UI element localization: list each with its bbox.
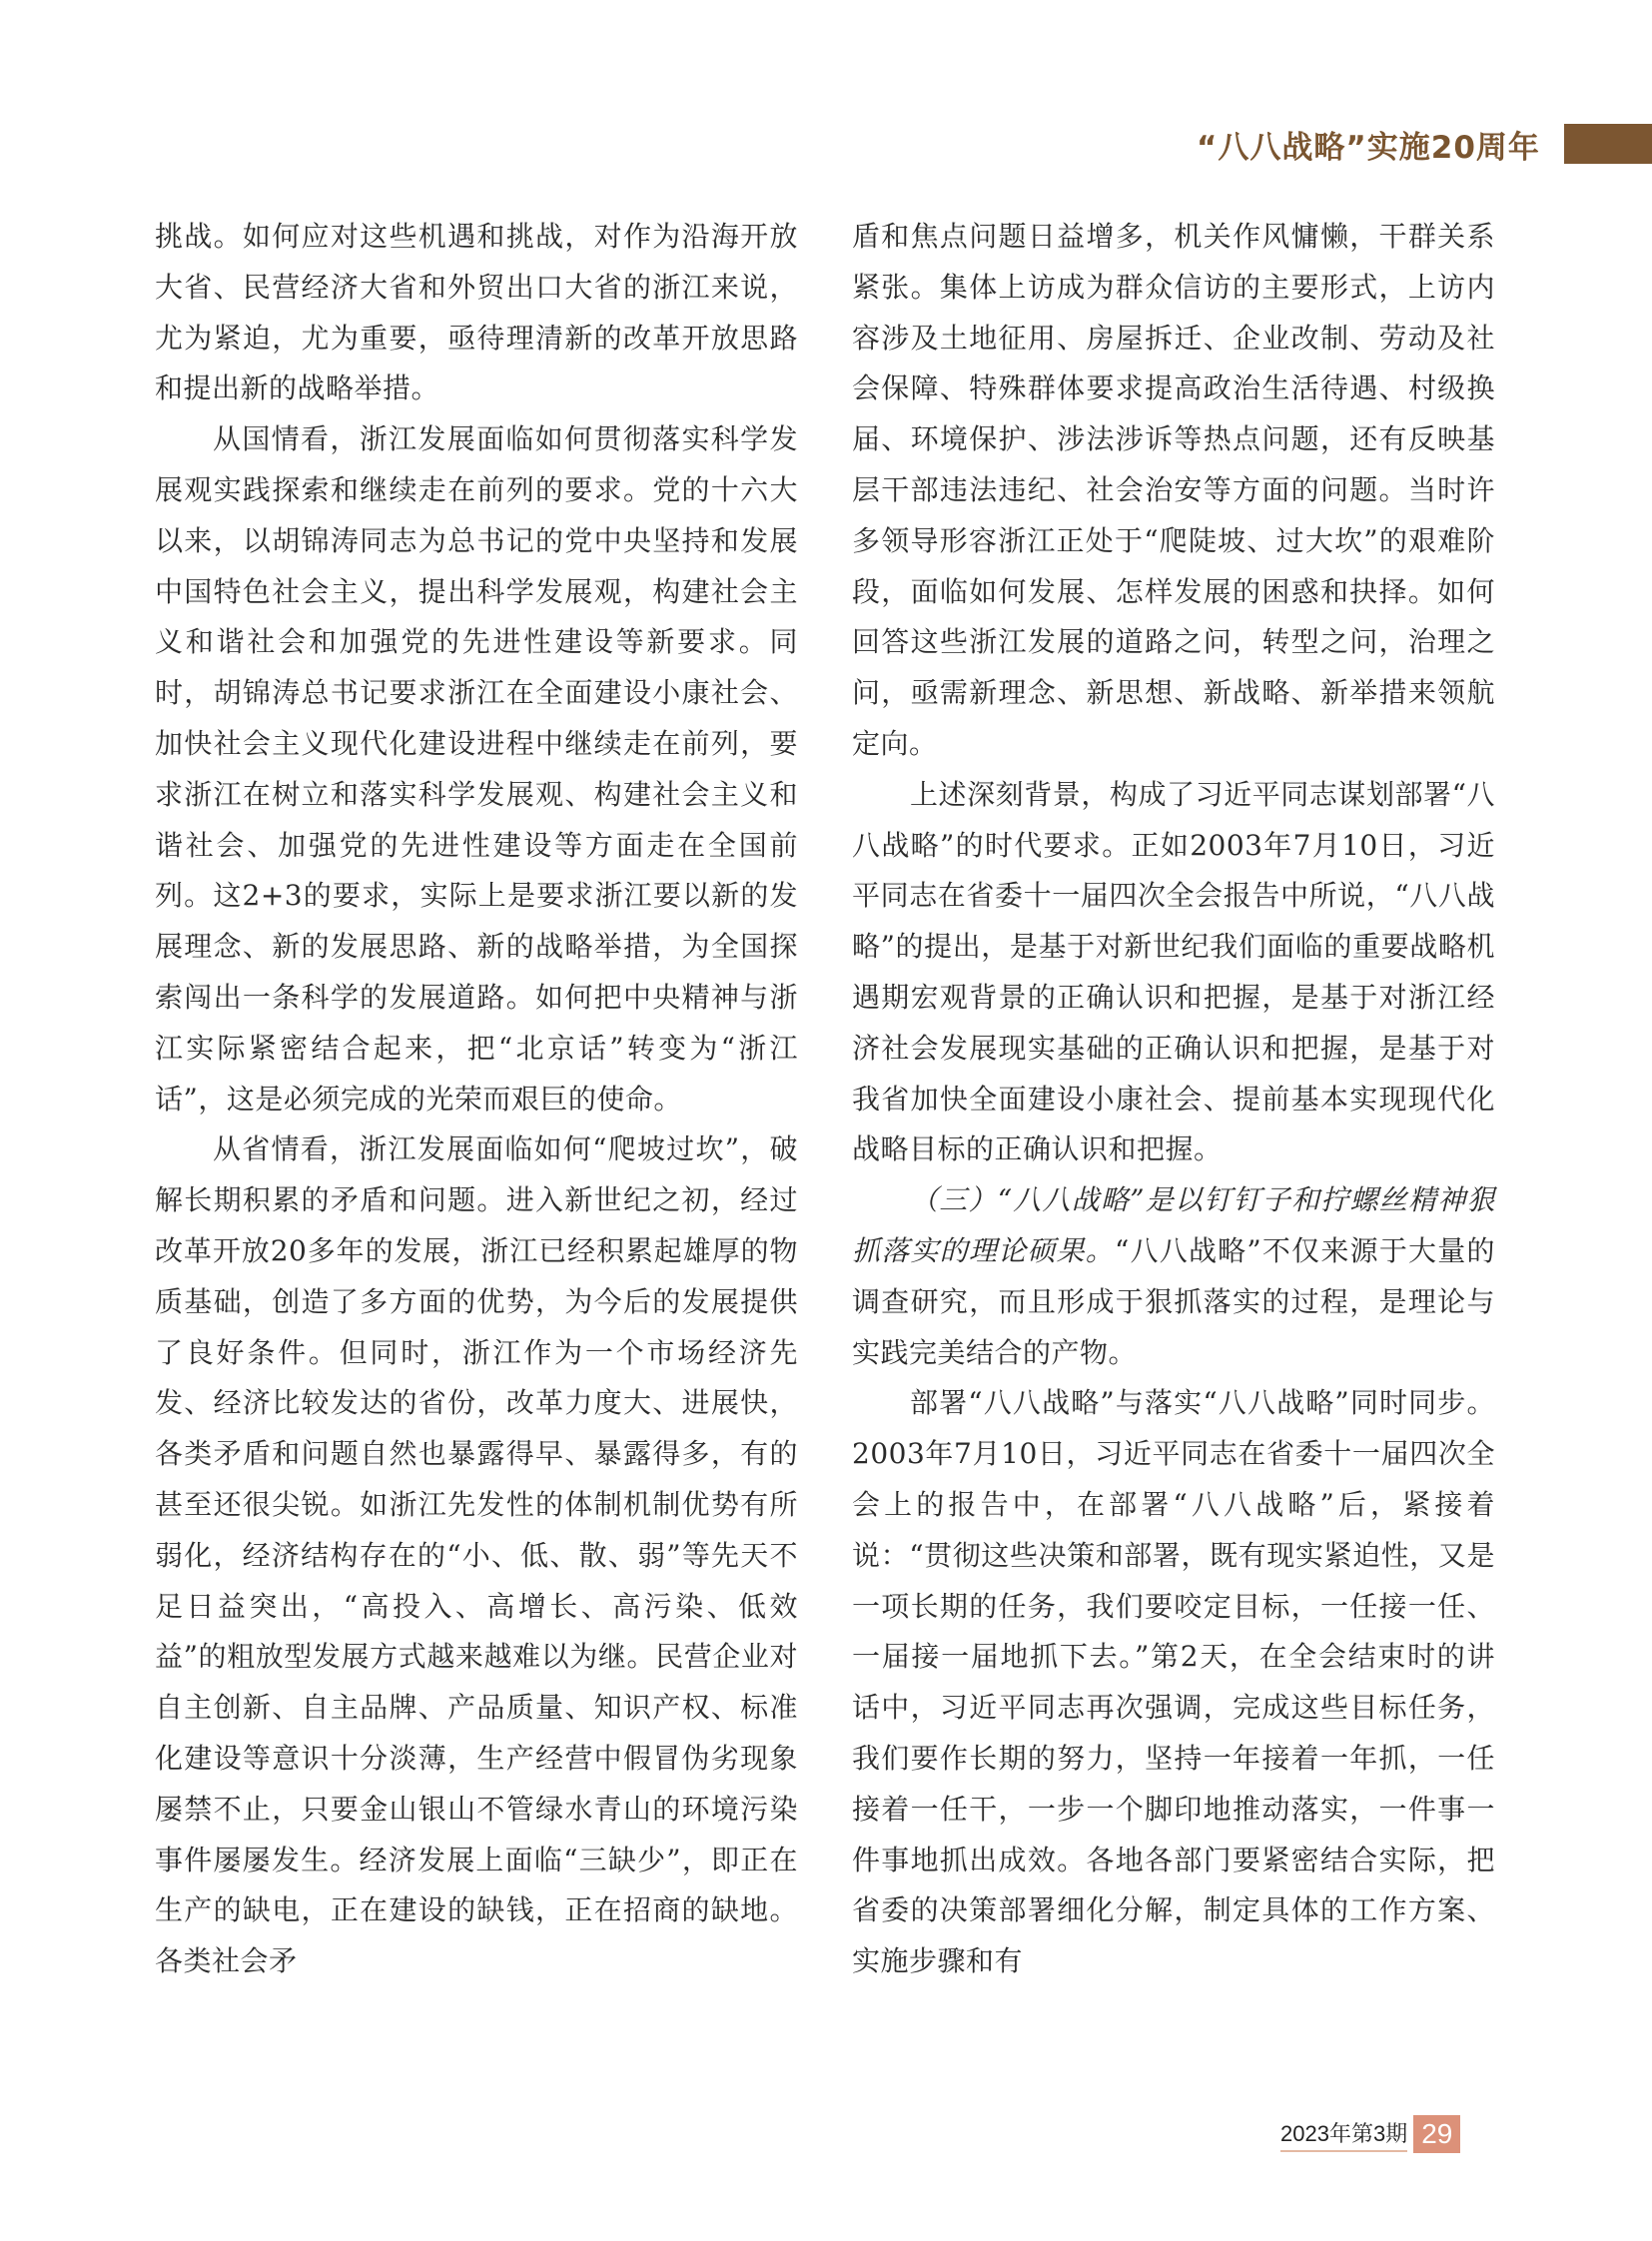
issue-label: 2023年第3期 <box>1280 2117 1407 2152</box>
paragraph: 部署“八八战略”与落实“八八战略”同时同步。2003年7月10日，习近平同志在省委十一届四次全会上的报告中，在部署“八八战略”后，紧接着说：“贯彻这些决策和部署，既有现实紧迫性，又是一项长期的任务，我们要咬定目标，一任接一任、一届接一届地抓下去。”第2天，在全会结束时的讲话中，习近平同志再次强调，完成这些目标任务，我们要作长期的努力，坚持一年接着一年抓，一任接着一任干，一步一个脚印地推动落实，一件事一件事地抓出成效。各地各部门要紧密结合实际，把省委的决策部署细化分解，制定具体的工作方案、实施步骤和有 <box>852 1386 1495 1978</box>
left-column <box>155 212 798 1987</box>
right-column <box>852 212 1495 1987</box>
page-footer <box>1280 2115 1460 2153</box>
paragraph: 挑战。如何应对这些机遇和挑战，对作为沿海开放大省、民营经济大省和外贸出口大省的浙江来说，尤为紧迫，尤为重要，亟待理清新的改革开放思路和提出新的战略举措。 <box>155 220 798 405</box>
paragraph: 从国情看，浙江发展面临如何贯彻落实科学发展观实践探索和继续走在前列的要求。党的十六大以来，以胡锦涛同志为总书记的党中央坚持和发展中国特色社会主义，提出科学发展观，构建社会主义和谐社会和加强党的先进性建设等新要求。同时，胡锦涛总书记要求浙江在全面建设小康社会、加快社会主义现代化建设进程中继续走在前列，要求浙江在树立和落实科学发展观、构建社会主义和谐社会、加强党的先进性建设等方面走在全国前列。这2+3的要求，实际上是要求浙江要以新的发展理念、新的发展思路、新的战略举措，为全国探索闯出一条科学的发展道路。如何把中央精神与浙江实际紧密结合起来，把“北京话”转变为“浙江话”，这是必须完成的光荣而艰巨的使命。 <box>155 422 798 1116</box>
paragraph <box>852 1175 1495 1378</box>
sub-heading: （三）“八八战略”是以钉钉子和拧螺丝精神狠抓落实的理论硕果。 <box>852 1183 1495 1267</box>
paragraph: 盾和焦点问题日益增多，机关作风慵懒，干群关系紧张。集体上访成为群众信访的主要形式，上访内容涉及土地征用、房屋拆迁、企业改制、劳动及社会保障、特殊群体要求提高政治生活待遇、村级换届、环境保护、涉法涉诉等热点问题，还有反映基层干部违法违纪、社会治安等方面的问题。当时许多领导形容浙江正处于“爬陡坡、过大坎”的艰难阶段，面临如何发展、怎样发展的困惑和抉择。如何回答这些浙江发展的道路之问，转型之问，治理之问，亟需新理念、新思想、新战略、新举措来领航定向。 <box>852 220 1495 760</box>
paragraph: 从省情看，浙江发展面临如何“爬坡过坎”，破解长期积累的矛盾和问题。进入新世纪之初，经过改革开放20多年的发展，浙江已经积累起雄厚的物质基础，创造了多方面的优势，为今后的发展提供了良好条件。但同时，浙江作为一个市场经济先发、经济比较发达的省份，改革力度大、进展快，各类矛盾和问题自然也暴露得早、暴露得多，有的甚至还很尖锐。如浙江先发性的体制机制优势有所弱化，经济结构存在的“小、低、散、弱”等先天不足日益突出，“高投入、高增长、高污染、低效益”的粗放型发展方式越来越难以为继。民营企业对自主创新、自主品牌、产品质量、知识产权、标准化建设等意识十分淡薄，生产经营中假冒伪劣现象屡禁不止，只要金山银山不管绿水青山的环境污染事件屡屡发生。经济发展上面临“三缺少”，即正在生产的缺电，正在建设的缺钱，正在招商的缺地。各类社会矛 <box>155 1132 798 1978</box>
paragraph: 上述深刻背景，构成了习近平同志谋划部署“八八战略”的时代要求。正如2003年7月10日，习近平同志在省委十一届四次全会报告中所说，“八八战略”的提出，是基于对新世纪我们面临的重要战略机遇期宏观背景的正确认识和把握，是基于对浙江经济社会发展现实基础的正确认识和把握，是基于对我省加快全面建设小康社会、提前基本实现现代化战略目标的正确认识和把握。 <box>852 777 1495 1166</box>
paragraph-text: “八八战略”不仅来源于大量的调查研究，而且形成于狠抓落实的过程，是理论与实践完美结合的产物。 <box>852 1233 1495 1369</box>
page-number: 29 <box>1413 2115 1460 2153</box>
header-accent-bar <box>1564 124 1652 164</box>
section-title: “八八战略”实施20周年 <box>1197 130 1540 166</box>
